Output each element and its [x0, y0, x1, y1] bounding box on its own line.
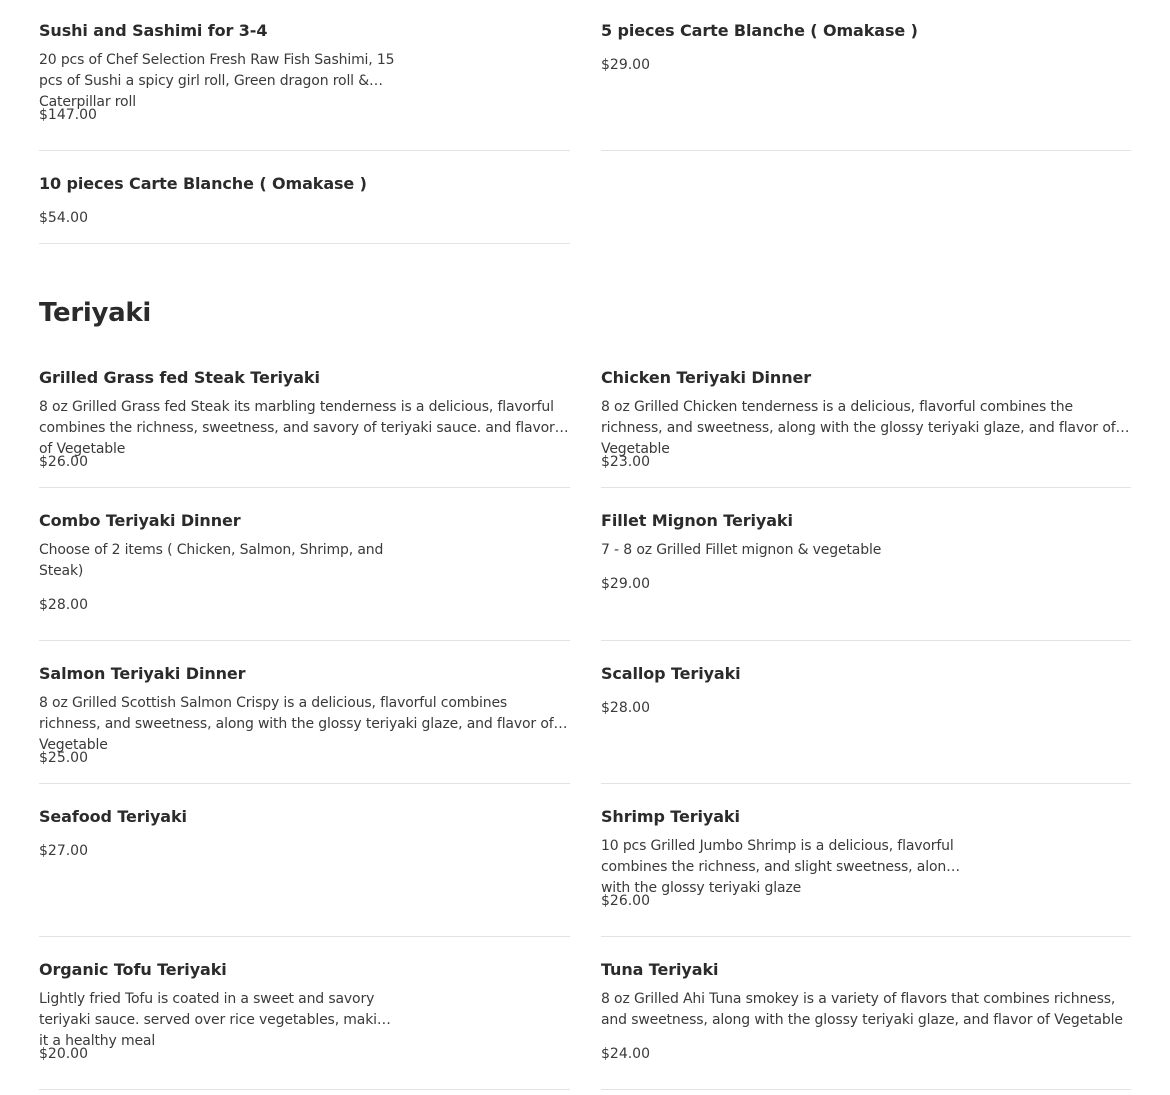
menu-item-description: 8 oz Grilled Scottish Salmon Crispy is a delicious, flavorful combines richness, and sweetness, along with the glossy teriyaki glaze, and flavor of Vegetable — [39, 695, 554, 753]
menu-item-price: $29.00 — [601, 57, 650, 73]
menu-item-shrimp-teriyaki[interactable] — [601, 806, 1131, 926]
menu-item-divider — [39, 936, 570, 937]
menu-item-description: 8 oz Grilled Grass fed Steak its marbling tenderness is a delicious, flavorful combines the richness, sweetness, and savory of teriyaki sauce. and flavor of Vegetable — [39, 399, 555, 457]
menu-item-price: $54.00 — [39, 210, 88, 226]
menu-item-description: 8 oz Grilled Ahi Tuna smokey is a variety of flavors that combines richness, and sweetness, along with the glossy teriyaki glaze, and flavor of Vegetable — [601, 991, 1123, 1028]
menu-item-divider — [39, 243, 570, 244]
section-title-teriyaki: Teriyaki — [39, 298, 151, 328]
menu-item-name: Fillet Mignon Teriyaki — [601, 511, 793, 530]
menu-item-name: Salmon Teriyaki Dinner — [39, 664, 246, 683]
menu-item-description: Lightly fried Tofu is coated in a sweet and savory teriyaki sauce. served over rice vegetables, making it a healthy meal — [39, 991, 395, 1049]
menu-item-tuna-teriyaki[interactable] — [601, 959, 1131, 1079]
menu-item-sushi-and-sashimi[interactable] — [39, 20, 570, 140]
menu-item-divider — [39, 1089, 570, 1090]
menu-item-description: 8 oz Grilled Chicken tenderness is a delicious, flavorful combines the richness, and sweetness, along with the glossy teriyaki glaze, and flavor of Vegetable — [601, 399, 1116, 457]
menu-item-divider — [39, 640, 570, 641]
menu-item-price: $26.00 — [39, 454, 88, 470]
menu-item-name: 10 pieces Carte Blanche ( Omakase ) — [39, 174, 367, 193]
menu-item-divider — [39, 783, 570, 784]
menu-item-chicken-teriyaki[interactable] — [601, 367, 1131, 477]
menu-item-name: 5 pieces Carte Blanche ( Omakase ) — [601, 21, 918, 40]
menu-item-fillet-mignon-teriyaki[interactable] — [601, 510, 1131, 630]
menu-item-price: $23.00 — [601, 454, 650, 470]
menu-item-price: $28.00 — [601, 700, 650, 716]
menu-item-description: Choose of 2 items ( Chicken, Salmon, Shrimp, and Steak) — [39, 542, 384, 579]
menu-item-divider — [601, 936, 1131, 937]
menu-item-divider — [601, 1089, 1131, 1090]
menu-item-price: $25.00 — [39, 750, 88, 766]
menu-item-organic-tofu-teriyaki[interactable] — [39, 959, 570, 1079]
menu-item-name: Scallop Teriyaki — [601, 664, 741, 683]
menu-item-name: Grilled Grass fed Steak Teriyaki — [39, 368, 320, 387]
menu-item-price: $28.00 — [39, 597, 88, 613]
menu-item-5-pieces-carte-blanche[interactable] — [601, 20, 1131, 140]
menu-item-name: Chicken Teriyaki Dinner — [601, 368, 812, 387]
menu-item-divider — [39, 150, 570, 151]
menu-item-name: Shrimp Teriyaki — [601, 807, 740, 826]
menu-item-divider — [601, 150, 1131, 151]
menu-item-divider — [39, 487, 570, 488]
menu-item-divider — [601, 487, 1131, 488]
menu-item-name: Combo Teriyaki Dinner — [39, 511, 241, 530]
menu-item-name: Seafood Teriyaki — [39, 807, 187, 826]
menu-item-price: $29.00 — [601, 576, 650, 592]
menu-item-description: 7 - 8 oz Grilled Fillet mignon & vegetable — [601, 542, 882, 558]
menu-item-price: $24.00 — [601, 1046, 650, 1062]
menu-item-salmon-teriyaki[interactable] — [39, 663, 570, 773]
menu-item-price: $27.00 — [39, 843, 88, 859]
menu-item-description: 20 pcs of Chef Selection Fresh Raw Fish Sashimi, 15 pcs of Sushi a spicy girl roll, Green dragon roll & Caterpillar roll — [39, 52, 395, 110]
menu-item-combo-teriyaki[interactable] — [39, 510, 570, 630]
menu-item-price: $20.00 — [39, 1046, 88, 1062]
menu-item-10-pieces-carte-blanche[interactable] — [39, 173, 570, 233]
menu-item-seafood-teriyaki[interactable] — [39, 806, 570, 926]
menu-item-description: 10 pcs Grilled Jumbo Shrimp is a delicious, flavorful combines the richness, and slight sweetness, along with the glossy teriyaki glaze — [601, 838, 955, 896]
menu-item-divider — [601, 640, 1131, 641]
menu-item-grilled-steak-teriyaki[interactable] — [39, 367, 570, 477]
menu-item-name: Organic Tofu Teriyaki — [39, 960, 227, 979]
menu-item-divider — [601, 783, 1131, 784]
menu-item-name: Sushi and Sashimi for 3-4 — [39, 21, 268, 40]
menu-item-price: $147.00 — [39, 107, 97, 123]
menu-item-price: $26.00 — [601, 893, 650, 909]
menu-item-name: Tuna Teriyaki — [601, 960, 719, 979]
menu-item-scallop-teriyaki[interactable] — [601, 663, 1131, 773]
